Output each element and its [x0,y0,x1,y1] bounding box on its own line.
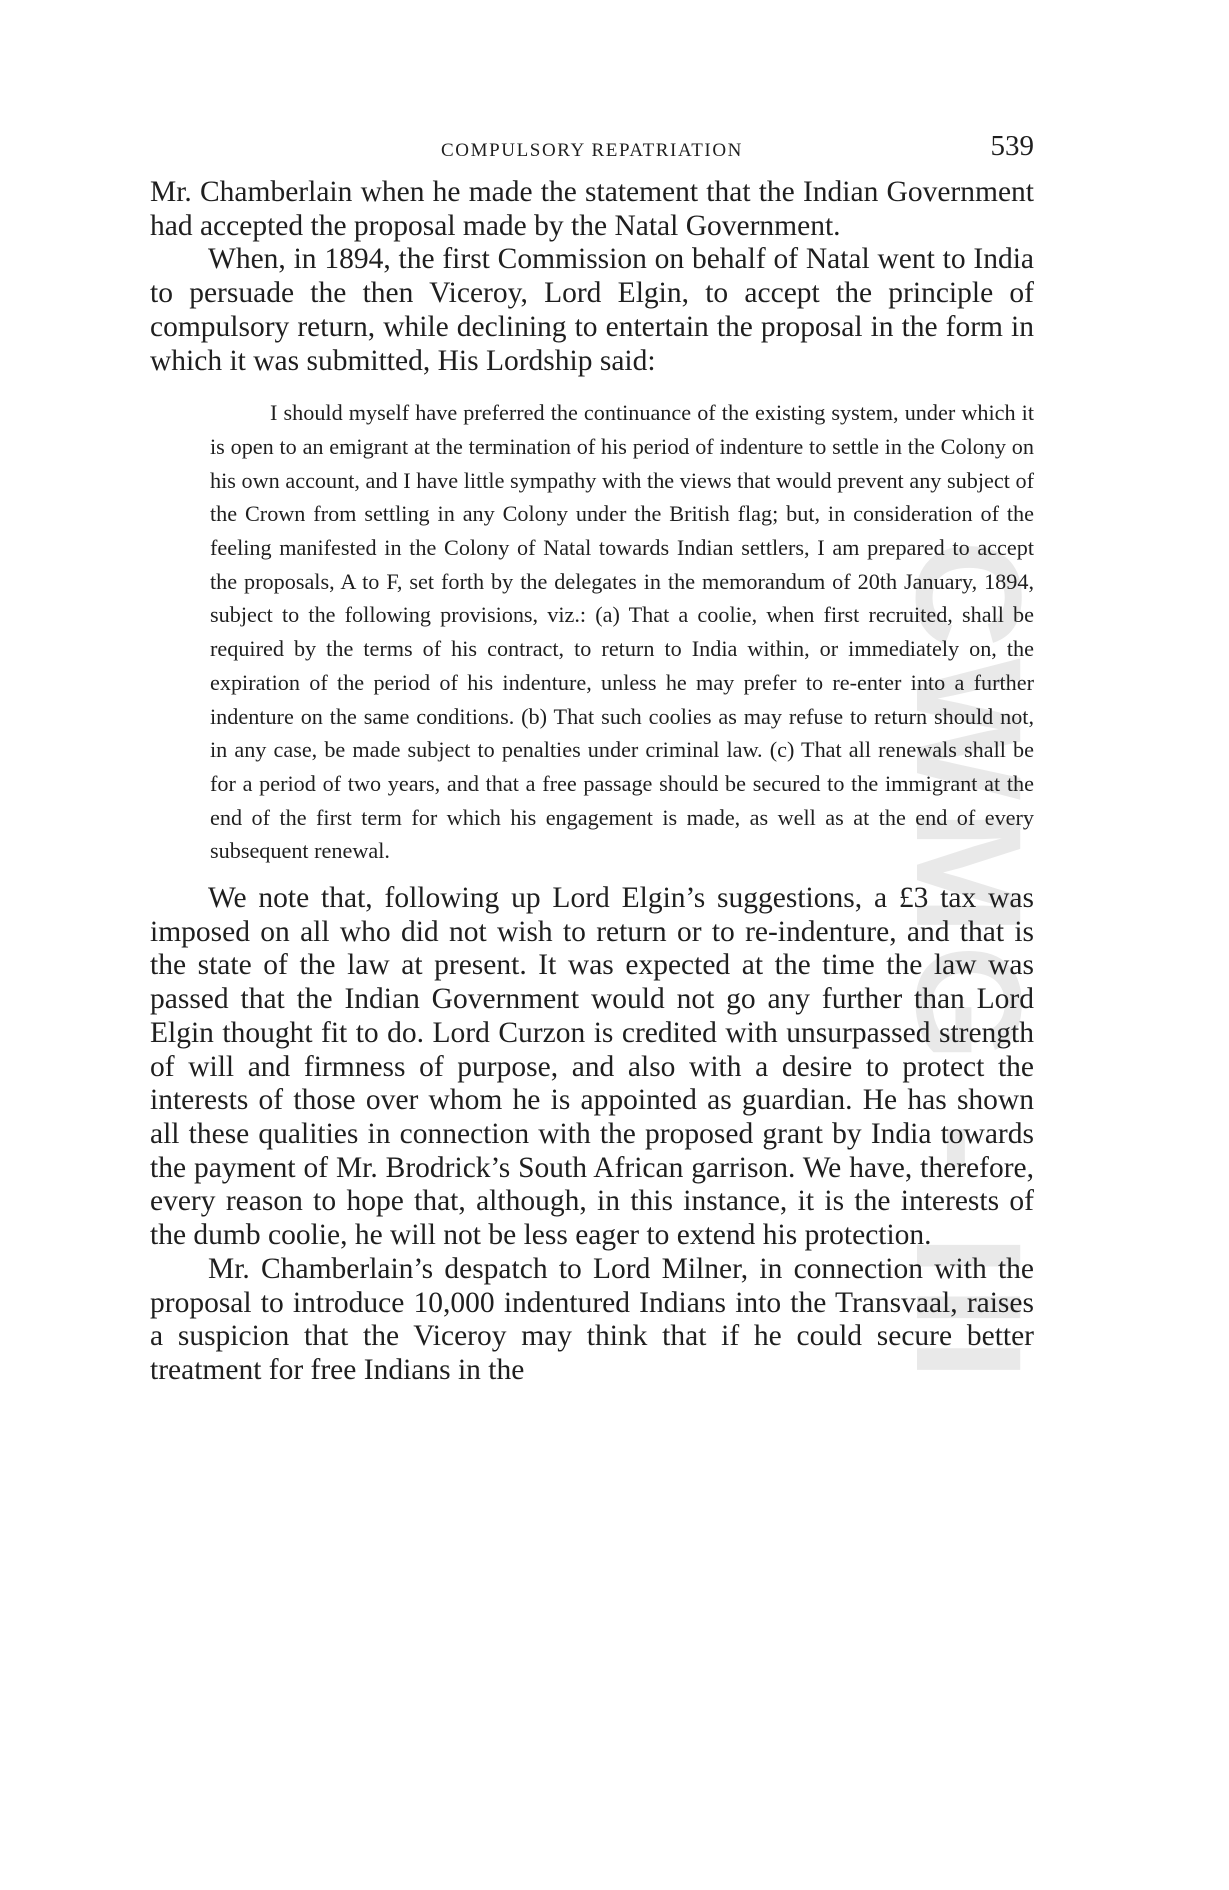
running-header [150,128,1034,168]
document-page [150,128,1034,1388]
paragraph-continuation: Mr. Chamberlain when he made the statement that the Indian Government had accepted the proposal made by the Natal Government. [150,176,1034,242]
paragraph-tax: We note that, following up Lord Elgin’s suggestions, a £3 tax was imposed on all who did not wish to return or to re-indenture, and that is the state of the law at present. It was expected at the time the law was passed that the Indian Government would not go any further than Lord Elgin thought fit to do. Lord Curzon is credited with unsurpassed strength of will and firmness of purpose, and also with a desire to protect the interests of those over whom he is appointed as guardian. He has shown all these qualities in connection with the proposed grant by India towards the payment of Mr. Brodrick’s South African garrison. We have, therefore, every reason to hope that, although, in this instance, it is the interests of the dumb coolie, he will not be less eager to extend his protection. [150,882,1034,1252]
paragraph-despatch: Mr. Chamberlain’s despatch to Lord Milner, in connection with the proposal to introduce 10,000 indentured Indians into the Transvaal, raises a suspicion that the Viceroy may think that if he could secure better treatment for free Indians in the [150,1252,1034,1386]
watermark-text: CWMG - III [885,540,1053,1390]
page-number: 539 [990,130,1034,162]
paragraph-commission: When, in 1894, the first Commission on behalf of Natal went to India to persuade the then Viceroy, Lord Elgin, to accept the principle of compulsory return, while declining to entertain the proposal in the form in which it was submitted, His Lordship said: [150,243,1034,377]
running-title: COMPULSORY REPATRIATION [441,140,743,161]
block-quote-lord-elgin: I should myself have preferred the continuance of the existing system, under which it is open to an emigrant at the termination of his period of indenture to settle in the Colony on his own account, and I have little sympathy with the views that would prevent any subject of the Crown from settling in any Colony under the British flag; but, in consideration of the feeling manifested in the Colony of Natal towards Indian settlers, I am prepared to accept the proposals, A to F, set forth by the delegates in the memorandum of 20th January, 1894, subject to the following provisions, viz.: (a) That a coolie, when first recruited, shall be required by the terms of his contract, to return to India within, or immediately on, the expiration of the period of his indenture, unless he may prefer to re-enter into a further indenture on the same conditions. (b) That such coolies as may refuse to return should not, in any case, be made subject to penalties under criminal law. (c) That all renewals shall be for a period of two years, and that a free passage should be secured to the immigrant at the end of the first term for which his engagement is made, as well as at the end of every subsequent renewal. [210,400,1034,864]
